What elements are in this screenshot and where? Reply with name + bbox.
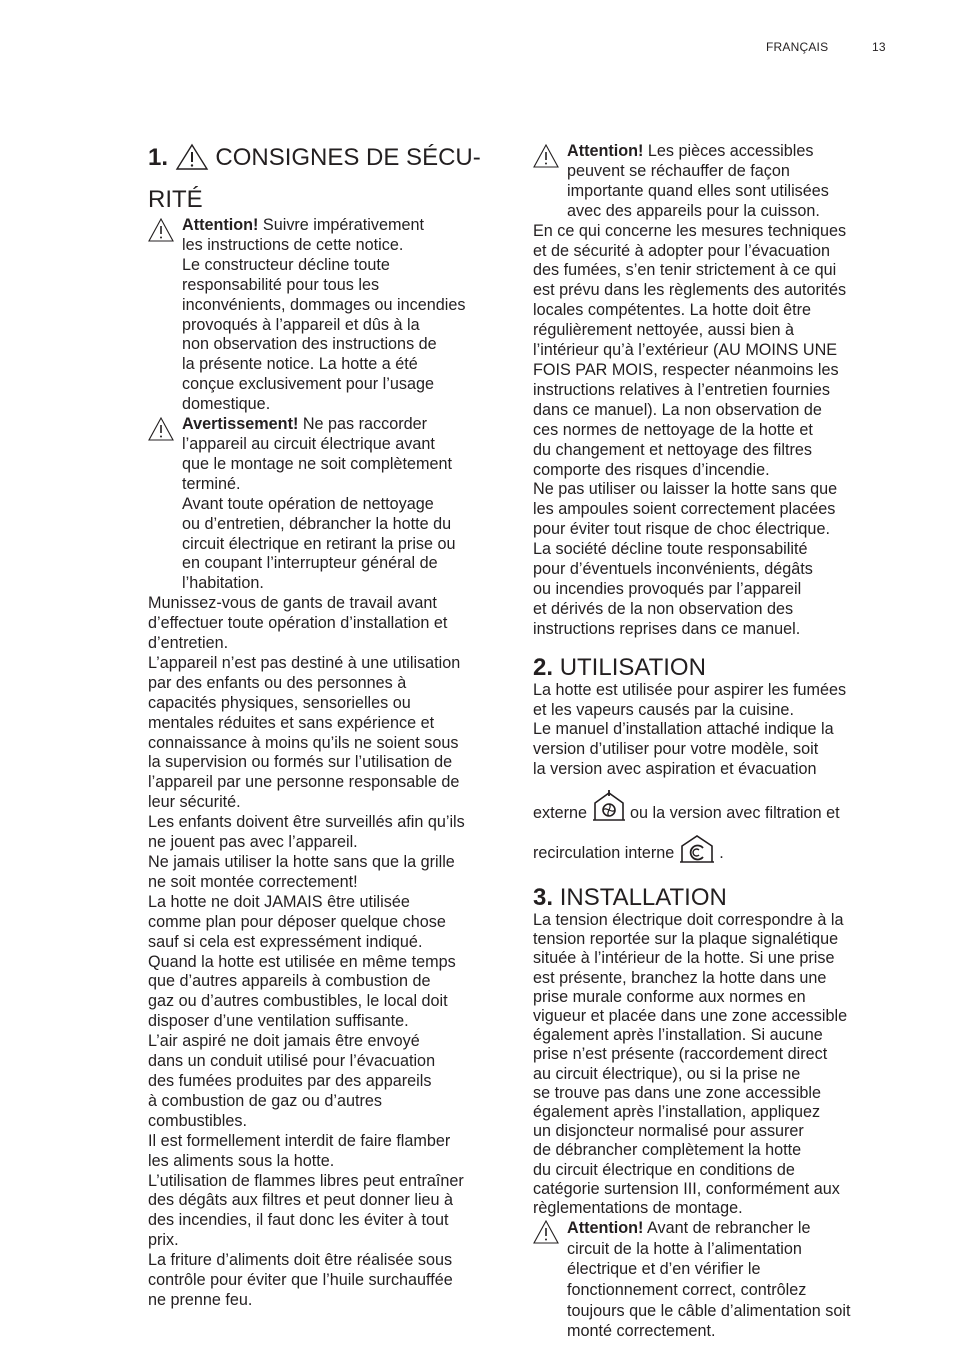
text-line: prise n’est présente (raccordement direct	[533, 1045, 828, 1064]
warning-icon	[148, 218, 174, 242]
text-line: sauf si cela est expressément indiqué.	[148, 932, 423, 951]
text-line: également après l’installation, appliquez	[533, 1103, 821, 1122]
text-line: ou d’entretien, débrancher la hotte du	[182, 514, 452, 533]
text-line: L’appareil n’est pas destiné à une utilisation	[148, 653, 461, 672]
text-line: d’entretien.	[148, 634, 229, 653]
warning-2-text: Ne pas raccorder	[298, 415, 428, 434]
warning-4-text: Avant de rebrancher le	[643, 1219, 811, 1238]
text-line: régulièrement nettoyée, aussi bien à	[533, 321, 794, 340]
text-line: peuvent se réchauffer de façon	[567, 161, 790, 180]
text-line: Avant toute opération de nettoyage	[182, 494, 434, 513]
text-line: La hotte ne doit JAMAIS être utilisée	[148, 892, 410, 911]
warning-icon	[175, 143, 209, 182]
warning-2-lines	[182, 435, 518, 594]
text-line: fonctionnement correct, contrôlez	[567, 1281, 807, 1300]
warning-1-label: Attention!	[182, 216, 259, 234]
text-line: La hotte est utilisée pour aspirer les fumées	[533, 680, 847, 699]
text-line: gaz ou d’autres combustibles, le local doit	[148, 992, 448, 1011]
text-line: Ne pas utiliser ou laisser la hotte sans que	[533, 480, 838, 499]
text-line: non observation des instructions de	[182, 335, 437, 354]
text-line: ne soit montée correctement!	[148, 872, 358, 891]
warning-icon	[533, 144, 559, 168]
warning-block-2	[148, 415, 518, 594]
section-3-body	[533, 911, 913, 1218]
text-line: Les enfants doivent être surveillés afin qu’ils	[148, 813, 465, 832]
section-3-title-text: INSTALLATION	[559, 884, 727, 911]
text-line: mentales réduites et sans expérience et	[148, 713, 435, 732]
warning-1-lines	[182, 236, 518, 415]
text-line: Quand la hotte est utilisée en même temps	[148, 952, 456, 971]
section-1-number: 1.	[148, 144, 169, 171]
text-line: locales compétentes. La hotte doit être	[533, 301, 812, 320]
text-line: conçue exclusivement pour l’usage	[182, 375, 434, 394]
text-line: La société décline toute responsabilité	[533, 540, 808, 559]
text-line: circuit de la hotte à l’alimentation	[567, 1239, 802, 1258]
text-line: provoqués à l’appareil et dûs à la	[182, 315, 420, 334]
warning-4-lines	[567, 1239, 913, 1342]
text-line: ne jouent pas avec l’appareil.	[148, 833, 358, 852]
text-line: comporte des risques d’incendie.	[533, 460, 770, 479]
text-line: et dérivés de la non observation des	[533, 599, 794, 618]
text-line: également après l’installation. Si aucune	[533, 1026, 823, 1045]
warning-icon	[533, 1220, 559, 1244]
text-line: située à l’intérieur de la hotte. Si une prise	[533, 949, 835, 968]
text-line: l’appareil par une personne responsable de	[148, 773, 460, 792]
text-line: vigueur et placée dans une zone accessible	[533, 1007, 848, 1026]
text-line: Le manuel d’installation attaché indique la	[533, 720, 834, 739]
text-line: prise murale conforme aux normes en	[533, 987, 806, 1006]
text-line: La tension électrique doit correspondre à la	[533, 911, 844, 929]
text-line: L’air aspiré ne doit jamais être envoyé	[148, 1032, 420, 1051]
text-line: est prévu dans les règlements des autorités	[533, 281, 847, 300]
text-line: la supervision ou formés sur l’utilisation de	[148, 753, 453, 772]
text-line: au circuit électrique), ou si la prise ne	[533, 1064, 801, 1083]
text-line: comme plan pour déposer quelque chose	[148, 912, 446, 931]
text-line: et de sécurité à adopter pour l’évacuation	[533, 241, 830, 260]
text-line: que d’autres appareils à combustion de	[148, 972, 431, 991]
text-line: leur sécurité.	[148, 793, 241, 812]
recirculation-text: recirculation interne	[533, 844, 675, 863]
text-line: circuit électrique en retirant la prise ou	[182, 534, 456, 553]
header-language: FRANÇAIS	[766, 40, 829, 54]
text-line: L’utilisation de flammes libres peut entraîner	[148, 1171, 464, 1190]
text-line: des dégâts aux filtres et peut donner lieu à	[148, 1191, 454, 1210]
text-line: dans ce manuel). La non observation de	[533, 400, 822, 419]
exhaust-mode-icon	[592, 790, 626, 828]
section-3-title	[533, 884, 913, 911]
text-line: que le montage ne soit complètement	[182, 454, 452, 473]
warning-1-first-line	[182, 216, 518, 236]
warning-3-text: Les pièces accessibles	[643, 142, 814, 160]
text-line: des fumées produites par des appareils	[148, 1071, 432, 1090]
right-body	[533, 222, 913, 640]
left-column	[148, 140, 518, 1311]
text-line: ces normes de nettoyage de la hotte et	[533, 420, 813, 439]
text-line: terminé.	[182, 474, 241, 493]
recirculation-end: .	[719, 844, 724, 863]
text-line: responsabilité pour tous les	[182, 275, 380, 294]
text-line: à combustion de gaz ou d’autres	[148, 1091, 382, 1110]
text-line: l’habitation.	[182, 574, 264, 593]
text-line: dans un conduit utilisé pour l’évacuation	[148, 1052, 436, 1071]
section-2-number: 2.	[533, 653, 554, 681]
text-line: la version avec aspiration et évacuation	[533, 760, 817, 779]
text-line: des fumées, s’en tenir strictement à ce qui	[533, 261, 837, 280]
text-line: électrique et d’en vérifier le	[567, 1260, 761, 1279]
text-line: connaissance à moins qu’ils ne soient sous	[148, 733, 459, 752]
text-line: des incendies, il faut donc les éviter à tout	[148, 1211, 449, 1230]
text-line: du circuit électrique en conditions de	[533, 1160, 795, 1179]
text-line: Il est formellement interdit de faire flamber	[148, 1131, 451, 1150]
text-line: disposer d’une ventilation suffisante.	[148, 1012, 409, 1031]
text-line: instructions relatives à l’entretien fournies	[533, 380, 830, 399]
text-line: version d’utiliser pour votre modèle, soit	[533, 740, 819, 759]
text-line: prix.	[148, 1231, 179, 1250]
text-line: monté correctement.	[567, 1322, 716, 1341]
text-line: Ne jamais utiliser la hotte sans que la grille	[148, 853, 455, 871]
text-line: l’appareil au circuit électrique avant	[182, 434, 435, 453]
warning-4-first-line	[567, 1218, 913, 1239]
text-line: d’effectuer toute opération d’installation et	[148, 614, 448, 633]
text-line: contrôle pour éviter que l’huile surchauffée	[148, 1271, 453, 1290]
text-line: de débrancher complètement la hotte	[533, 1141, 802, 1160]
warning-block-4	[533, 1218, 913, 1342]
warning-block-1	[148, 216, 518, 415]
text-line: FOIS PAR MOIS, respecter néanmoins les	[533, 360, 839, 379]
text-line: est présente, branchez la hotte dans une	[533, 968, 827, 987]
text-line: la présente notice. La hotte a été	[182, 355, 418, 374]
section-1-body	[148, 594, 518, 1311]
warning-1-text: Suivre impérativement	[258, 216, 424, 234]
section-2-title-text: UTILISATION	[559, 653, 706, 681]
text-line: avec des appareils pour la cuisson.	[567, 201, 820, 220]
recirculation-mode-icon	[679, 834, 715, 870]
text-line: règlementations de montage.	[533, 1199, 743, 1218]
text-line: inconvénients, dommages ou incendies	[182, 295, 466, 314]
text-line: instructions reprises dans ce manuel.	[533, 619, 801, 638]
text-line: Munissez-vous de gants de travail avant	[148, 594, 437, 613]
text-line: pour éviter tout risque de choc électrique.	[533, 520, 830, 539]
text-line: tension reportée sur la plaque signalétique	[533, 930, 839, 949]
text-line: domestique.	[182, 395, 271, 414]
warning-2-label: Avertissement!	[182, 415, 299, 434]
text-line: les instructions de cette notice.	[182, 235, 404, 254]
section-1-title-a: CONSIGNES DE SÉCU-	[215, 144, 481, 171]
right-column	[533, 142, 913, 1342]
section-3-number: 3.	[533, 884, 554, 911]
text-line: En ce qui concerne les mesures techniques	[533, 221, 847, 240]
section-2-body	[533, 681, 913, 781]
evacuation-line	[533, 790, 913, 828]
text-line: catégorie surtension III, conformément aux	[533, 1179, 840, 1198]
text-line: Le constructeur décline toute	[182, 255, 390, 274]
recirculation-line	[533, 834, 913, 870]
text-line: un disjoncteur normalisé pour assurer	[533, 1122, 804, 1141]
text-line: La friture d’aliments doit être réalisée sous	[148, 1251, 453, 1270]
text-line: ou incendies provoqués par l’appareil	[533, 579, 802, 598]
section-1-title-b: RITÉ	[148, 186, 203, 213]
warning-3-first-line	[567, 142, 913, 162]
text-line: par des enfants ou des personnes à	[148, 673, 407, 692]
text-line: en coupant l’interrupteur général de	[182, 554, 438, 573]
warning-3-label: Attention!	[567, 142, 644, 160]
warning-icon	[148, 417, 174, 441]
text-line: combustibles.	[148, 1111, 247, 1130]
section-1-title	[148, 140, 518, 218]
warning-3-lines	[567, 162, 913, 222]
text-line: se trouve pas dans une zone accessible	[533, 1083, 821, 1102]
text-line: capacités physiques, sensorielles ou	[148, 693, 411, 712]
externe-text: externe	[533, 804, 587, 823]
text-line: et les vapeurs causés par la cuisine.	[533, 700, 794, 719]
text-line: les aliments sous la hotte.	[148, 1151, 335, 1170]
text-line: les ampoules soient correctement placées	[533, 500, 836, 519]
section-2-title	[533, 654, 913, 681]
text-line: pour d’éventuels inconvénients, dégâts	[533, 560, 813, 579]
text-line: toujours que le câble d’alimentation soit	[567, 1301, 851, 1320]
warning-block-3	[533, 142, 913, 222]
page-number: 13	[872, 40, 886, 54]
text-line: l’intérieur qu’à l’extérieur (AU MOINS UNE	[533, 341, 838, 360]
text-line: importante quand elles sont utilisées	[567, 181, 829, 200]
warning-2-first-line	[182, 415, 518, 435]
warning-4-label: Attention!	[567, 1219, 644, 1238]
filtration-text: ou la version avec filtration et	[630, 804, 840, 823]
text-line: ne prenne feu.	[148, 1290, 253, 1309]
text-line: du changement et nettoyage des filtres	[533, 440, 812, 459]
